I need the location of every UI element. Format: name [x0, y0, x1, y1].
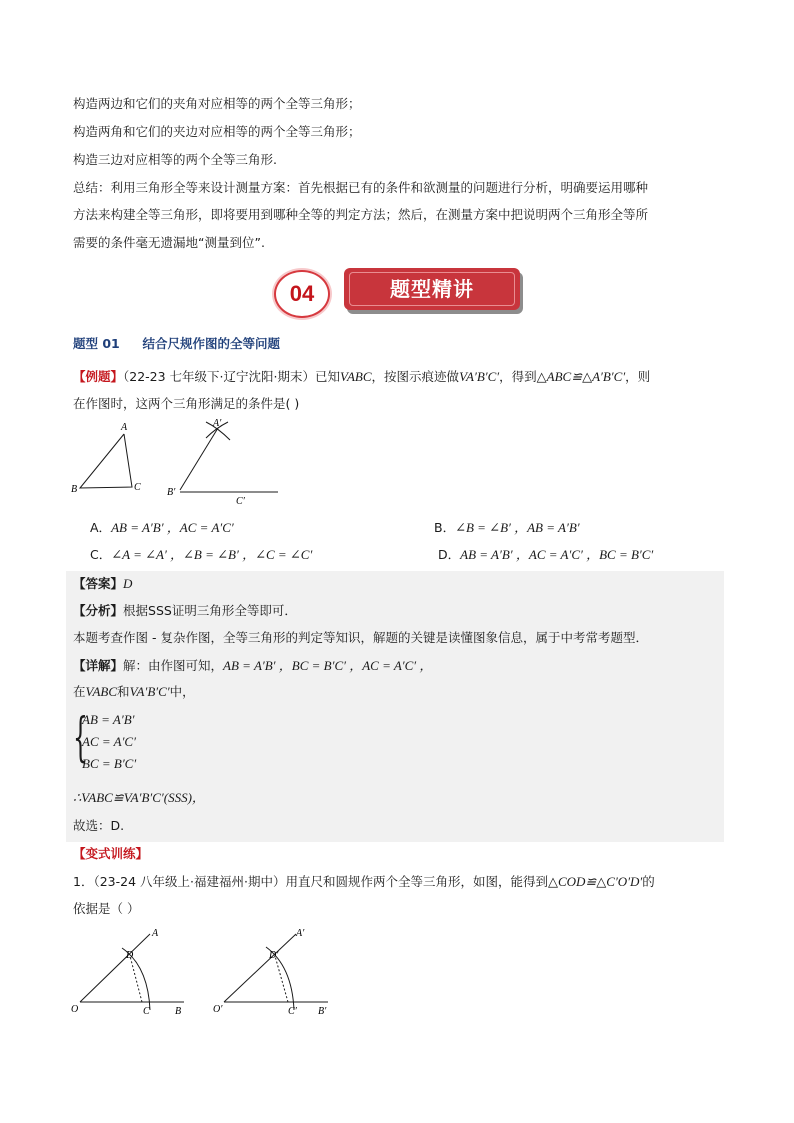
- example-mid1: ，按图示痕迹做: [371, 369, 460, 384]
- type-heading-prefix: 题型 01: [73, 336, 120, 351]
- option-a: [90, 520, 234, 536]
- option-c-label: C．: [90, 547, 112, 562]
- fig-label-a1: A′: [213, 418, 222, 429]
- knowledge-line: 本题考查作图 - 复杂作图，全等三角形的判定等知识，解题的关键是读懂图象信息，属于中考常考题型．: [73, 630, 648, 645]
- v-label-o1: O′: [213, 1004, 223, 1015]
- type-heading: [73, 336, 280, 352]
- variant-q1-congruence: △COD≌△C′O′D′: [547, 874, 643, 889]
- intro-line-2: 构造两角和它们的夹边对应相等的两个全等三角形；: [73, 124, 361, 139]
- answer-line: [73, 576, 132, 592]
- example-figure: [66, 418, 296, 510]
- detail-line: [73, 658, 432, 674]
- fig-label-a: A: [121, 422, 128, 433]
- variant-q1-text: 1．（23-24 八年级上·福建福州·期中）用直尺和圆规作两个全等三角形，如图，能得到: [73, 874, 548, 889]
- option-b-label: B．: [434, 520, 456, 535]
- example-mid2: ，得到: [499, 369, 537, 384]
- in-suffix: 中，: [169, 684, 195, 699]
- v-label-d: D: [126, 950, 134, 961]
- option-a-label: A．: [90, 520, 112, 535]
- v-label-b1: B′: [318, 1006, 327, 1017]
- example-tri1: VABC: [340, 369, 372, 384]
- answer-tag: 【答案】: [73, 576, 124, 591]
- variant-q1-end: 的: [642, 874, 655, 889]
- variant-q1-line-2: 依据是（ ）: [73, 901, 140, 916]
- conclusion-line: ∴VABC≌VA′B′C′(SSS)，: [73, 790, 205, 805]
- example-source: （22-23 七年级下·辽宁沈阳·期末）已知: [123, 369, 341, 384]
- option-d-text: AB = A′B′ ，AC = A′C′ ，BC = B′C′: [460, 547, 654, 562]
- in-prefix: 在: [73, 684, 86, 699]
- in-line: [73, 684, 195, 700]
- example-end1: ，则: [625, 369, 651, 384]
- v-label-c1: C′: [288, 1006, 297, 1017]
- intro-line-3: 构造三边对应相等的两个全等三角形.: [73, 152, 277, 167]
- v-label-a: A: [152, 928, 159, 939]
- triangle-abc: [80, 434, 132, 488]
- analysis-tag: 【分析】: [73, 603, 124, 618]
- example-tri2: VA′B′C′: [459, 369, 500, 384]
- system-eq-3: BC = B′C′: [82, 756, 137, 771]
- v-label-b: B: [175, 1006, 182, 1017]
- ray-o1-a1: [224, 934, 296, 1002]
- v-label-c: C: [143, 1006, 150, 1017]
- choose-line: 故选：D.: [73, 818, 125, 833]
- fig-label-b1: B′: [167, 487, 176, 498]
- analysis-line: [73, 603, 297, 619]
- example-line-2: 在作图时，这两个三角形满足的条件是( ): [73, 396, 300, 411]
- variant-q1-line-1: [73, 874, 655, 890]
- detail-tag: 【详解】: [73, 658, 124, 673]
- section-title: 题型精讲: [390, 277, 474, 301]
- variant-figure: [66, 922, 346, 1022]
- fig-label-c: C: [134, 482, 141, 493]
- intro-line-1: 构造两边和它们的夹角对应相等的两个全等三角形；: [73, 96, 361, 111]
- section-number-badge: 04: [274, 270, 330, 318]
- in-tri1: VABC: [85, 684, 118, 699]
- option-b-text: ∠B = ∠B′ ，AB = A′B′: [455, 520, 580, 535]
- fig-label-b: B: [71, 484, 78, 495]
- summary-line-1: 总结：利用三角形全等来设计测量方案：首先根据已有的条件和欲测量的问题进行分析，明确要运用哪种: [73, 180, 649, 195]
- system-eq-2: AC = A′C′: [82, 734, 136, 749]
- option-d: [438, 547, 653, 563]
- detail-prefix: 解：由作图可知，: [123, 658, 224, 673]
- fig-label-c1: C′: [236, 496, 245, 507]
- section-title-banner: [344, 268, 520, 310]
- v-label-d1: D′: [269, 950, 279, 961]
- analysis-text: 根据SSS证明三角形全等即可．: [123, 603, 297, 618]
- segment-c-d: [130, 956, 142, 1002]
- detail-eq: AB = A′B′ ，BC = B′C′ ，AC = A′C′ ，: [223, 658, 433, 673]
- v-label-a1: A′: [296, 928, 305, 939]
- in-tri2: VA′B′C′: [129, 684, 170, 699]
- variant-tag: 【变式训练】: [73, 846, 149, 861]
- type-heading-title: 结合尺规作图的全等问题: [142, 336, 280, 351]
- system-eq-1: AB = A′B′: [82, 712, 135, 727]
- answer-value: D: [123, 576, 133, 591]
- ray-b1-a1: [180, 428, 218, 490]
- option-d-label: D．: [438, 547, 461, 562]
- option-c: [90, 547, 312, 563]
- in-and: 和: [117, 684, 130, 699]
- summary-line-2: 方法来构建全等三角形，即将要用到哪种全等的判定方法；然后，在测量方案中把说明两个三角形全等所: [73, 207, 649, 222]
- example-line-1: [73, 369, 650, 385]
- option-b: [434, 520, 580, 536]
- option-a-text: AB = A′B′ ，AC = A′C′: [111, 520, 234, 535]
- system-brace: {: [73, 708, 88, 768]
- example-tag: 【例题】: [73, 369, 124, 384]
- example-congruence: △ABC≌△A′B′C′: [536, 369, 626, 384]
- summary-line-3: 需要的条件毫无遗漏地“测量到位”.: [73, 235, 265, 250]
- option-c-text: ∠A = ∠A′ ，∠B = ∠B′ ，∠C = ∠C′: [111, 547, 313, 562]
- v-label-o: O: [71, 1004, 79, 1015]
